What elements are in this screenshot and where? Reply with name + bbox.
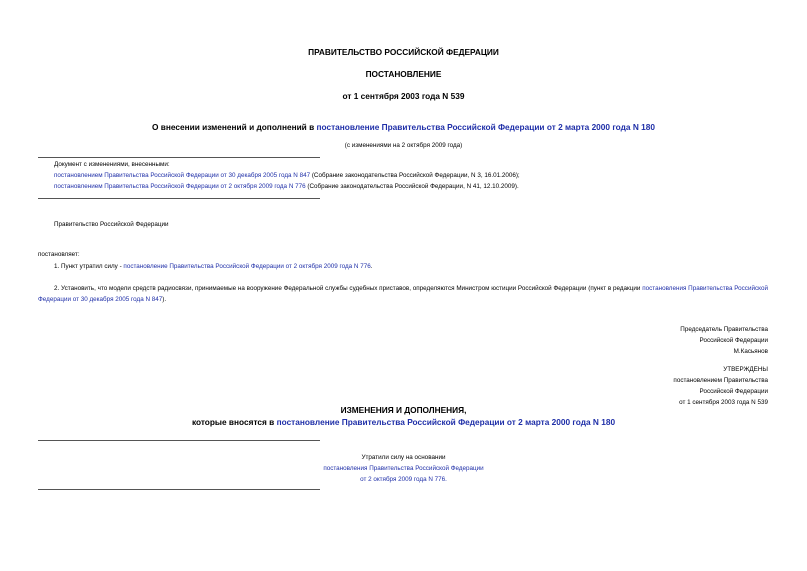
amend-source-2: (Собрание законодательства Российской Федерации, N 41, 12.10.2009). bbox=[305, 183, 519, 190]
signature-line-1: Председатель Правительства bbox=[680, 326, 768, 333]
signature-line-2: Российской Федерации bbox=[699, 337, 768, 344]
void-link-line-3[interactable]: от 2 октября 2009 года N 776. bbox=[360, 476, 447, 483]
signature-block bbox=[468, 324, 768, 357]
approved-line-3: Российской Федерации bbox=[699, 388, 768, 395]
document-date: от 1 сентября 2003 года N 539 bbox=[342, 91, 465, 101]
approved-line-1: УТВЕРЖДЕНЫ bbox=[723, 366, 768, 373]
p1-end: . bbox=[370, 263, 373, 270]
changes-subheading bbox=[0, 417, 807, 427]
paragraph-1 bbox=[54, 263, 372, 270]
title-link[interactable]: постановление Правительства Российской Федерации от 2 марта 2000 года N 180 bbox=[316, 122, 655, 132]
amend-box-top-rule bbox=[38, 157, 320, 158]
approved-block bbox=[468, 364, 768, 408]
amend-box-line-2 bbox=[54, 181, 654, 192]
void-box-top-rule bbox=[38, 440, 320, 441]
void-link-line-2[interactable]: постановления Правительства Российской Федерации bbox=[323, 465, 484, 472]
p2-end: ). bbox=[162, 296, 167, 303]
amend-box-bottom-rule bbox=[38, 198, 320, 199]
amendment-box bbox=[54, 159, 654, 192]
signature-line-3: М.Касьянов bbox=[733, 348, 768, 355]
amend-link-2[interactable]: постановлением Правительства Российской Федерации от 2 октября 2009 года N 776 bbox=[54, 183, 306, 190]
government-line: Правительство Российской Федерации bbox=[54, 221, 169, 228]
amend-box-intro: Документ с изменениями, внесенными: bbox=[54, 161, 170, 168]
void-line-1: Утратили силу на основании bbox=[361, 454, 446, 461]
p2-link[interactable]: постановления Правительства Российской Федерации от 30 декабря 2005 года N 847 bbox=[38, 285, 768, 303]
approved-line-2: постановлением Правительства bbox=[673, 377, 768, 384]
amend-box-line-1 bbox=[54, 170, 654, 181]
p1-text: 1. Пункт утратил силу - bbox=[54, 263, 124, 270]
changes-link[interactable]: постановление Правительства Российской Федерации от 2 марта 2000 года N 180 bbox=[276, 417, 616, 427]
p1-link[interactable]: постановление Правительства Российской Федерации от 2 октября 2009 года N 776 bbox=[123, 263, 371, 270]
resolves-line: постановляет: bbox=[38, 251, 80, 258]
approved-line-4: от 1 сентября 2003 года N 539 bbox=[679, 399, 768, 406]
amendment-note: (с изменениями на 2 октября 2009 года) bbox=[344, 142, 463, 149]
amend-link-1[interactable]: постановлением Правительства Российской Федерации от 30 декабря 2005 года N 847 bbox=[54, 172, 311, 179]
changes-heading: ИЗМЕНЕНИЯ И ДОПОЛНЕНИЯ, bbox=[340, 405, 467, 415]
amend-source-1: (Собрание законодательства Российской Федерации, N 3, 16.01.2006); bbox=[310, 172, 520, 179]
document-title bbox=[0, 122, 807, 132]
void-box-bottom-rule bbox=[38, 489, 320, 490]
paragraph-2 bbox=[38, 283, 768, 305]
title-prefix: О внесении изменений и дополнений в bbox=[152, 122, 317, 132]
government-heading: ПРАВИТЕЛЬСТВО РОССИЙСКОЙ ФЕДЕРАЦИИ bbox=[308, 47, 499, 57]
document-type: ПОСТАНОВЛЕНИЕ bbox=[365, 69, 442, 79]
p2-text: 2. Установить, что модели средств радиосвязи, принимаемые на вооружение Федеральной службы судебных приставов, определяются Министром юстиции Российской Федерации (пункт в редакции bbox=[54, 285, 643, 292]
changes-sub-prefix: которые вносятся в bbox=[191, 417, 277, 427]
void-box bbox=[0, 452, 807, 485]
